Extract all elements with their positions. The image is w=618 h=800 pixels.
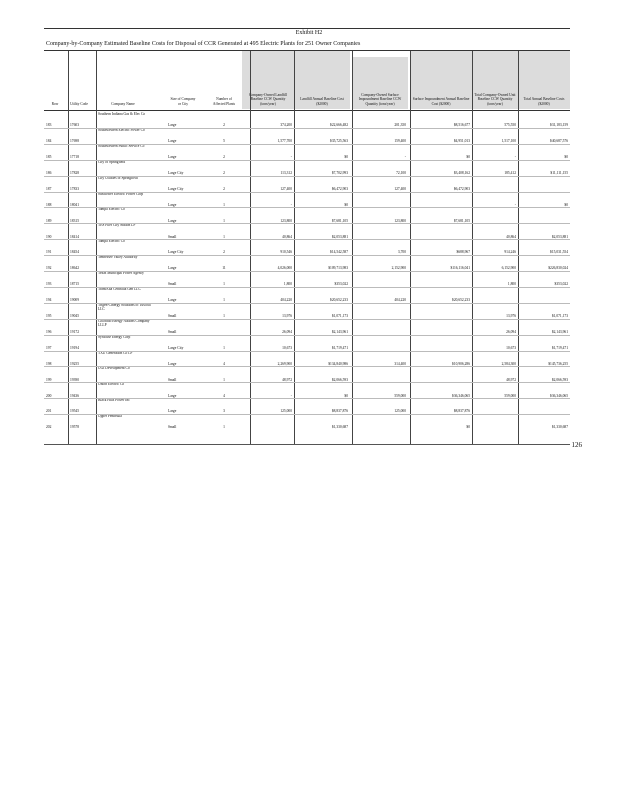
cell-lq: -	[290, 155, 292, 160]
cell-code: 19009	[70, 298, 79, 303]
cell-size: Large City	[168, 250, 184, 255]
cell-ic: $36,346,065	[452, 393, 470, 398]
cell-code: 17698	[70, 139, 79, 144]
table-row	[44, 192, 570, 208]
cell-iq: 72,100	[396, 170, 406, 175]
cell-tc: $40,687,576	[550, 139, 568, 144]
row-separator	[44, 239, 570, 240]
cell-plants: 2	[223, 250, 225, 255]
table-row	[44, 287, 570, 303]
cell-tc: $0	[564, 202, 568, 207]
cell-size: Small	[168, 425, 177, 430]
cell-name: Trigen-Cinergy Solutions of Tuscola LLC	[98, 302, 151, 312]
table-row	[44, 335, 570, 351]
cell-plants: 1	[223, 234, 225, 239]
table-row	[44, 351, 570, 367]
cell-size: Large	[168, 202, 177, 207]
cell-lq: 113,312	[280, 170, 292, 175]
cell-tc: $0	[564, 155, 568, 160]
cell-name: Syracuse Energy Corp	[98, 334, 131, 339]
cell-lc: $134,840,986	[328, 361, 348, 366]
cell-size: Large	[168, 139, 177, 144]
cell-tc: $145,736,255	[548, 361, 568, 366]
cell-iq: -	[404, 155, 406, 160]
cell-row: 195	[46, 314, 52, 319]
row-separator	[44, 319, 570, 320]
cell-lc: $7,702,993	[331, 170, 348, 175]
cell-ic: $8,837,876	[453, 409, 470, 414]
cell-row: 201	[46, 409, 52, 414]
top-rule	[44, 28, 570, 29]
cell-tq: 48,972	[506, 377, 516, 382]
row-separator	[44, 255, 570, 256]
header-landfill-cost: Landfill Annual Baseline Cost ($2000)	[300, 97, 344, 106]
cell-row: 197	[46, 345, 52, 350]
cell-code: 19172	[70, 329, 79, 334]
cell-plants: 2	[223, 155, 225, 160]
cell-lq: -	[290, 202, 292, 207]
cell-name: TES Filer City Station LP	[98, 223, 136, 228]
cell-row: 196	[46, 329, 52, 334]
cell-lq: 374,200	[280, 123, 292, 128]
cell-lc: $2,053,881	[331, 234, 348, 239]
cell-plants: 1	[223, 298, 225, 303]
cell-ic: $7,681,105	[453, 218, 470, 223]
cell-code: 19045	[70, 314, 79, 319]
table-row	[44, 303, 570, 319]
cell-row: 191	[46, 250, 52, 255]
row-separator	[44, 382, 570, 383]
cell-plants: 1	[223, 425, 225, 430]
row-separator	[44, 128, 570, 129]
cell-lc: $35,725,563	[330, 139, 348, 144]
cell-ic: $20,652,233	[452, 298, 470, 303]
cell-lc: $7,681,105	[331, 218, 348, 223]
table-row	[44, 223, 570, 239]
cell-iq: 314,400	[394, 361, 406, 366]
cell-ic: $8,516,677	[453, 123, 470, 128]
cell-lc: $20,652,233	[330, 298, 348, 303]
cell-name: Black Hills Power Inc	[98, 398, 130, 403]
cell-plants: 1	[223, 218, 225, 223]
cell-lc: $109,713,983	[328, 266, 348, 271]
cell-size: Large City	[168, 170, 184, 175]
cell-tq: 6,152,900	[501, 266, 516, 271]
cell-code: 19578	[70, 425, 79, 430]
cell-code: 19194	[70, 345, 79, 350]
row-separator	[44, 160, 570, 161]
cell-ic: $688,967	[456, 250, 470, 255]
cell-tc: $2,143,961	[551, 329, 568, 334]
cell-name: Southern Indiana Gas & Elec Co	[98, 112, 146, 116]
table-row	[44, 128, 570, 144]
cell-tq: 2,584,300	[501, 361, 516, 366]
cell-ic: $116,116,041	[450, 266, 470, 271]
cell-tq: 40,864	[506, 234, 516, 239]
table-row	[44, 382, 570, 398]
cell-tq: 185,412	[504, 170, 516, 175]
cell-name: Texas Municipal Power Agency	[98, 271, 144, 275]
cell-lq: 1,800	[283, 282, 292, 287]
cell-lc: $0	[344, 202, 348, 207]
cell-tq: -	[514, 155, 516, 160]
cell-name: City of Springfield	[98, 159, 126, 164]
cell-row: 199	[46, 377, 52, 382]
cell-iq: 127,400	[394, 186, 406, 191]
cell-lq: -	[290, 393, 292, 398]
cell-size: Large	[168, 123, 177, 128]
cell-plants: 1	[223, 345, 225, 350]
cell-code: 19545	[70, 409, 79, 414]
row-separator	[44, 398, 570, 399]
cell-lq: 48,972	[282, 377, 292, 382]
cell-lq: 127,400	[280, 186, 292, 191]
cell-lc: $1,330,687	[331, 425, 348, 430]
cell-iq: 3,700	[397, 250, 406, 255]
header-total-cost: Total Annual Baseline Costs ($2000)	[523, 97, 565, 106]
cell-lc: $1,719,471	[331, 345, 348, 350]
cell-lc: $22,666,482	[330, 123, 348, 128]
cell-tq: 1,800	[507, 282, 516, 287]
cell-lq: 910,546	[280, 250, 292, 255]
cell-plants: 1	[223, 377, 225, 382]
cell-plants: 2	[223, 170, 225, 175]
cell-size: Small	[168, 314, 177, 319]
cell-tc: $353,022	[554, 282, 568, 287]
cell-name: Union Electric Co	[98, 382, 125, 387]
cell-lc: $2,066,593	[331, 377, 348, 382]
table-title: Company-by-Company Estimated Baseline Costs for Disposal of CCR Generated at 495 Electric Plants for 251 Owner Companies	[46, 41, 361, 47]
cell-lc: $14,542,587	[330, 250, 348, 255]
table-row	[44, 319, 570, 335]
cell-size: Large	[168, 218, 177, 223]
cell-ic: $0	[466, 425, 470, 430]
cell-plants: 1	[223, 202, 225, 207]
cell-size: Large	[168, 266, 177, 271]
cell-tc: $2,053,881	[551, 234, 568, 239]
cell-name: TransAlta Centralia Gen LLC	[98, 286, 141, 291]
header-row: Row	[51, 101, 59, 106]
cell-tc: $1,071,173	[551, 314, 568, 319]
cell-code: 19390	[70, 377, 79, 382]
cell-tc: $1,330,687	[551, 425, 568, 430]
cell-lc: $6,472,903	[331, 186, 348, 191]
cell-iq: 404,220	[394, 298, 406, 303]
cell-row: 189	[46, 218, 52, 223]
cell-row: 200	[46, 393, 52, 398]
cell-code: 17833	[70, 186, 79, 191]
table-row	[44, 255, 570, 271]
cell-row: 194	[46, 298, 52, 303]
cell-lq: 404,220	[280, 298, 292, 303]
cell-size: Large	[168, 409, 177, 414]
row-separator	[44, 192, 570, 193]
page-number: 126	[571, 441, 582, 449]
cell-row: 198	[46, 361, 52, 366]
cell-size: Large City	[168, 186, 184, 191]
cell-name: Southwestern Public Service Co	[98, 143, 145, 148]
cell-name: Colorado Energy Nations Company LLLP	[98, 318, 150, 328]
row-separator	[44, 366, 570, 367]
cell-tc: $36,346,065	[550, 393, 568, 398]
cell-row: 185	[46, 155, 52, 160]
table-row	[44, 207, 570, 223]
cell-ic: $3,408,162	[453, 170, 470, 175]
cell-iq: 201,350	[394, 123, 406, 128]
cell-lc: $0	[344, 155, 348, 160]
cell-row: 186	[46, 170, 52, 175]
header-company-name: Company Name	[111, 101, 135, 106]
header-plants: Number of Affected Plants	[212, 97, 236, 106]
table-row	[44, 176, 570, 192]
cell-lq: 40,864	[282, 234, 292, 239]
cell-name: Upper Peninsula	[98, 414, 122, 419]
cell-tq: 575,550	[504, 123, 516, 128]
row-separator	[44, 287, 570, 288]
cell-row: 192	[46, 266, 52, 271]
cell-code: 18315	[70, 218, 79, 223]
header-landfill-qty: Company-Owned Landfill Baseline CCW Quantity (tons/year)	[248, 92, 288, 106]
cell-plants: 1	[223, 314, 225, 319]
cell-lc: $353,022	[334, 282, 348, 287]
row-separator	[44, 271, 570, 272]
cell-iq: 559,000	[394, 393, 406, 398]
row-separator	[44, 335, 570, 336]
cell-tq: 10,673	[506, 345, 516, 350]
cell-name: Tampa Electric Co	[98, 239, 125, 244]
cell-size: Small	[168, 234, 177, 239]
cell-code: 19255	[70, 361, 79, 366]
cell-size: Small	[168, 377, 177, 382]
cell-name: Sunflower Electric Power Corp	[98, 191, 144, 196]
cell-iq: 2,152,900	[391, 266, 406, 271]
cell-ic: $6,472,903	[453, 186, 470, 191]
cell-plants: 3	[223, 409, 225, 414]
cell-code: 17718	[70, 155, 79, 160]
cell-row: 190	[46, 234, 52, 239]
bottom-rule	[44, 444, 570, 445]
cell-lq: 125,000	[280, 409, 292, 414]
cell-size: Small	[168, 329, 177, 334]
cell-code: 18414	[70, 234, 79, 239]
cell-tc: $31,183,159	[550, 123, 568, 128]
cell-lq: 13,976	[282, 314, 292, 319]
row-separator	[44, 207, 570, 208]
header-rule	[44, 110, 570, 111]
cell-row: 202	[46, 425, 52, 430]
cell-tc: $226,830,024	[548, 266, 568, 271]
cell-lc: $8,837,876	[331, 409, 348, 414]
cell-name: Tennessee Valley Authority	[98, 255, 138, 260]
cell-row: 188	[46, 202, 52, 207]
cell-iq: 123,800	[394, 218, 406, 223]
cell-code: 18454	[70, 250, 79, 255]
cell-tq: 559,000	[504, 393, 516, 398]
cell-name: TXU Generation Co LP	[98, 350, 133, 355]
cell-tc: $1,719,471	[551, 345, 568, 350]
row-separator	[44, 176, 570, 177]
cell-code: 17603	[70, 123, 79, 128]
cell-plants: 1	[223, 282, 225, 287]
cell-name: UGI Development Co	[98, 366, 130, 371]
cell-tc: $15,031,554	[550, 250, 568, 255]
cell-tq: 914,246	[504, 250, 516, 255]
cell-plants: 2	[223, 186, 225, 191]
cell-lc: $1,071,173	[331, 314, 348, 319]
cell-ic: $0	[466, 155, 470, 160]
cell-ic: $10,906,286	[452, 361, 470, 366]
table-row	[44, 239, 570, 255]
cell-plants: 4	[223, 393, 225, 398]
cell-tq: 1,517,100	[501, 139, 516, 144]
cell-tq: 13,976	[506, 314, 516, 319]
cell-size: Small	[168, 282, 177, 287]
header-total-qty: Total Company-Owned Unit Baseline CCW Quantity (tons/year)	[474, 92, 516, 106]
cell-lq: 10,673	[282, 345, 292, 350]
cell-lc: $0	[344, 393, 348, 398]
table-header	[44, 51, 570, 109]
cell-size: Large	[168, 361, 177, 366]
row-separator	[44, 144, 570, 145]
table-row	[44, 144, 570, 160]
table-row	[44, 366, 570, 382]
cell-code: 17828	[70, 170, 79, 175]
header-utility-code: Utility Code	[70, 101, 88, 106]
cell-tq: 26,094	[506, 329, 516, 334]
cell-size: Large City	[168, 345, 184, 350]
cell-lq: 4,026,000	[277, 266, 292, 271]
table-row	[44, 160, 570, 176]
cell-row: 193	[46, 282, 52, 287]
cell-code: 18041	[70, 202, 79, 207]
row-separator	[44, 223, 570, 224]
cell-ic: $4,951,013	[453, 139, 470, 144]
table-row	[44, 398, 570, 414]
cell-plants: 2	[223, 123, 225, 128]
cell-name: Tampa Electric Co	[98, 207, 125, 212]
cell-name: Southwestern Electric Power Co	[98, 127, 145, 132]
row-separator	[44, 303, 570, 304]
cell-row: 184	[46, 139, 52, 144]
cell-code: 18715	[70, 282, 79, 287]
table-row	[44, 112, 570, 128]
cell-lq: 123,800	[280, 218, 292, 223]
row-separator	[44, 351, 570, 352]
cell-name: City Utilities of Springfield	[98, 175, 138, 180]
cell-lq: 1,577,700	[277, 139, 292, 144]
cell-lq: 26,094	[282, 329, 292, 334]
cell-code: 19436	[70, 393, 79, 398]
cell-lq: 2,269,900	[277, 361, 292, 366]
cell-lc: $2,143,961	[331, 329, 348, 334]
cell-code: 18642	[70, 266, 79, 271]
header-size: Size of Company or City	[170, 97, 196, 106]
cell-plants: 11	[222, 266, 226, 271]
cell-size: Large	[168, 393, 177, 398]
cell-tc: $2,066,593	[551, 377, 568, 382]
cell-row: 187	[46, 186, 52, 191]
cell-row: 183	[46, 123, 52, 128]
cell-tq: -	[514, 202, 516, 207]
row-separator	[44, 414, 570, 415]
cell-size: Large	[168, 155, 177, 160]
cell-iq: 125,000	[394, 409, 406, 414]
cell-tc: $11,111,155	[550, 170, 568, 175]
header-impound-cost: Surface Impoundment Annual Baseline Cost ($2000)	[412, 97, 470, 106]
header-impound-qty: Company-Owned Surface Impoundment Baseline CCW Quantity (tons/year)	[358, 92, 402, 106]
table-row	[44, 271, 570, 287]
cell-iq: 159,400	[394, 139, 406, 144]
table-row	[44, 414, 570, 430]
exhibit-label: Exhibit H2	[295, 30, 323, 36]
cell-plants: 4	[223, 361, 225, 366]
cell-size: Large	[168, 298, 177, 303]
cell-plants: 5	[223, 139, 225, 144]
